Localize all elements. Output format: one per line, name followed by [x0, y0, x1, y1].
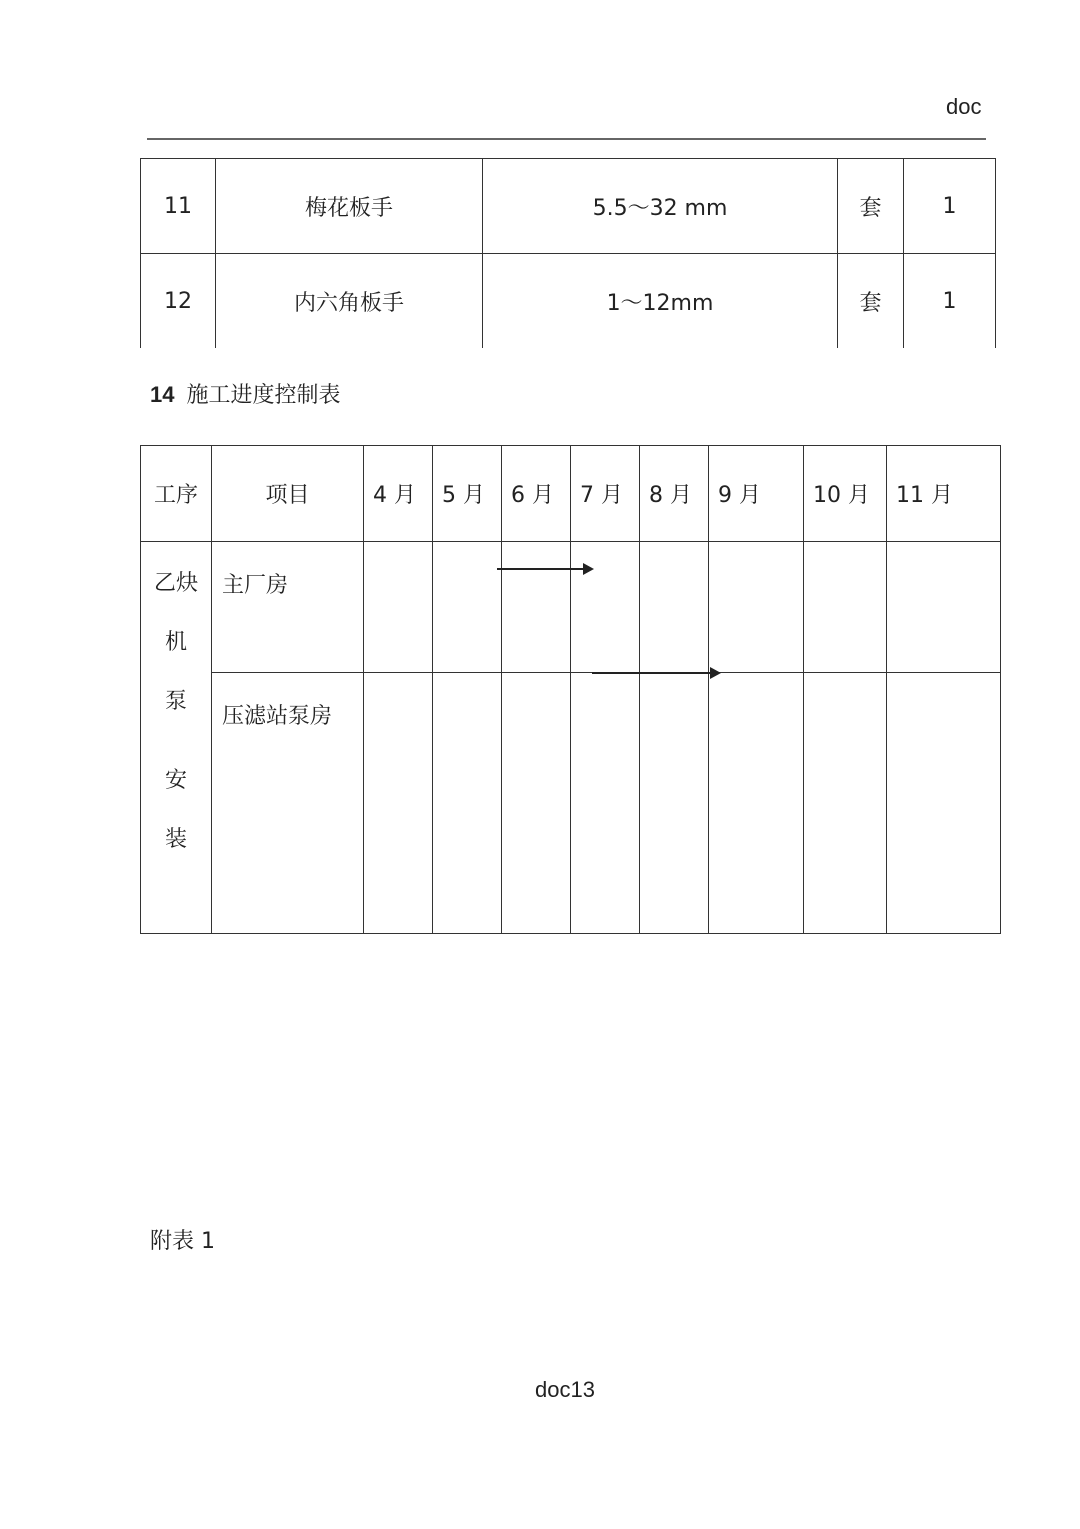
page-footer: doc13 — [535, 1377, 595, 1402]
table-row — [141, 254, 996, 349]
progress-arrow — [592, 672, 719, 674]
item-name: 压滤站泵房 — [212, 673, 364, 934]
process-cell — [141, 542, 212, 934]
section-title-text: 施工进度控制表 — [186, 383, 341, 408]
progress-arrow — [497, 568, 592, 570]
header-item: 项目 — [212, 446, 364, 542]
tool-unit: 套 — [838, 159, 904, 254]
process-label — [141, 566, 211, 853]
header-month: 11 月 — [887, 446, 1001, 542]
process-char: 乙炔 — [153, 571, 198, 596]
tool-qty: 1 — [904, 159, 996, 254]
schedule-table — [140, 445, 1001, 934]
tool-unit: 套 — [838, 254, 904, 349]
tool-qty: 1 — [904, 254, 996, 349]
section-title — [150, 378, 341, 409]
header-month: 7 月 — [571, 446, 640, 542]
header-month: 8 月 — [640, 446, 709, 542]
tool-no: 12 — [141, 254, 216, 349]
appendix-label: 附表 1 — [150, 1229, 215, 1254]
header-month: 6 月 — [502, 446, 571, 542]
tool-no: 11 — [141, 159, 216, 254]
process-char: 机 — [164, 630, 187, 655]
schedule-header-row — [141, 446, 1001, 542]
tools-table — [140, 158, 996, 348]
process-char: 装 — [164, 827, 187, 852]
tool-name: 内六角板手 — [216, 254, 483, 349]
schedule-row — [141, 673, 1001, 934]
section-number: 14 — [150, 382, 175, 407]
tool-spec: 1～12mm — [483, 254, 838, 349]
process-char: 泵 — [164, 689, 187, 714]
process-char: 安 — [164, 768, 187, 793]
header-month: 10 月 — [804, 446, 887, 542]
tool-spec: 5.5～32 mm — [483, 159, 838, 254]
schedule-row — [141, 542, 1001, 673]
tool-name: 梅花板手 — [216, 159, 483, 254]
page-header: doc — [946, 94, 982, 119]
header-process: 工序 — [141, 446, 212, 542]
header-month: 4 月 — [364, 446, 433, 542]
header-month: 9 月 — [709, 446, 804, 542]
header-month: 5 月 — [433, 446, 502, 542]
header-rule — [147, 138, 986, 140]
table-row — [141, 159, 996, 254]
item-name: 主厂房 — [212, 542, 364, 673]
